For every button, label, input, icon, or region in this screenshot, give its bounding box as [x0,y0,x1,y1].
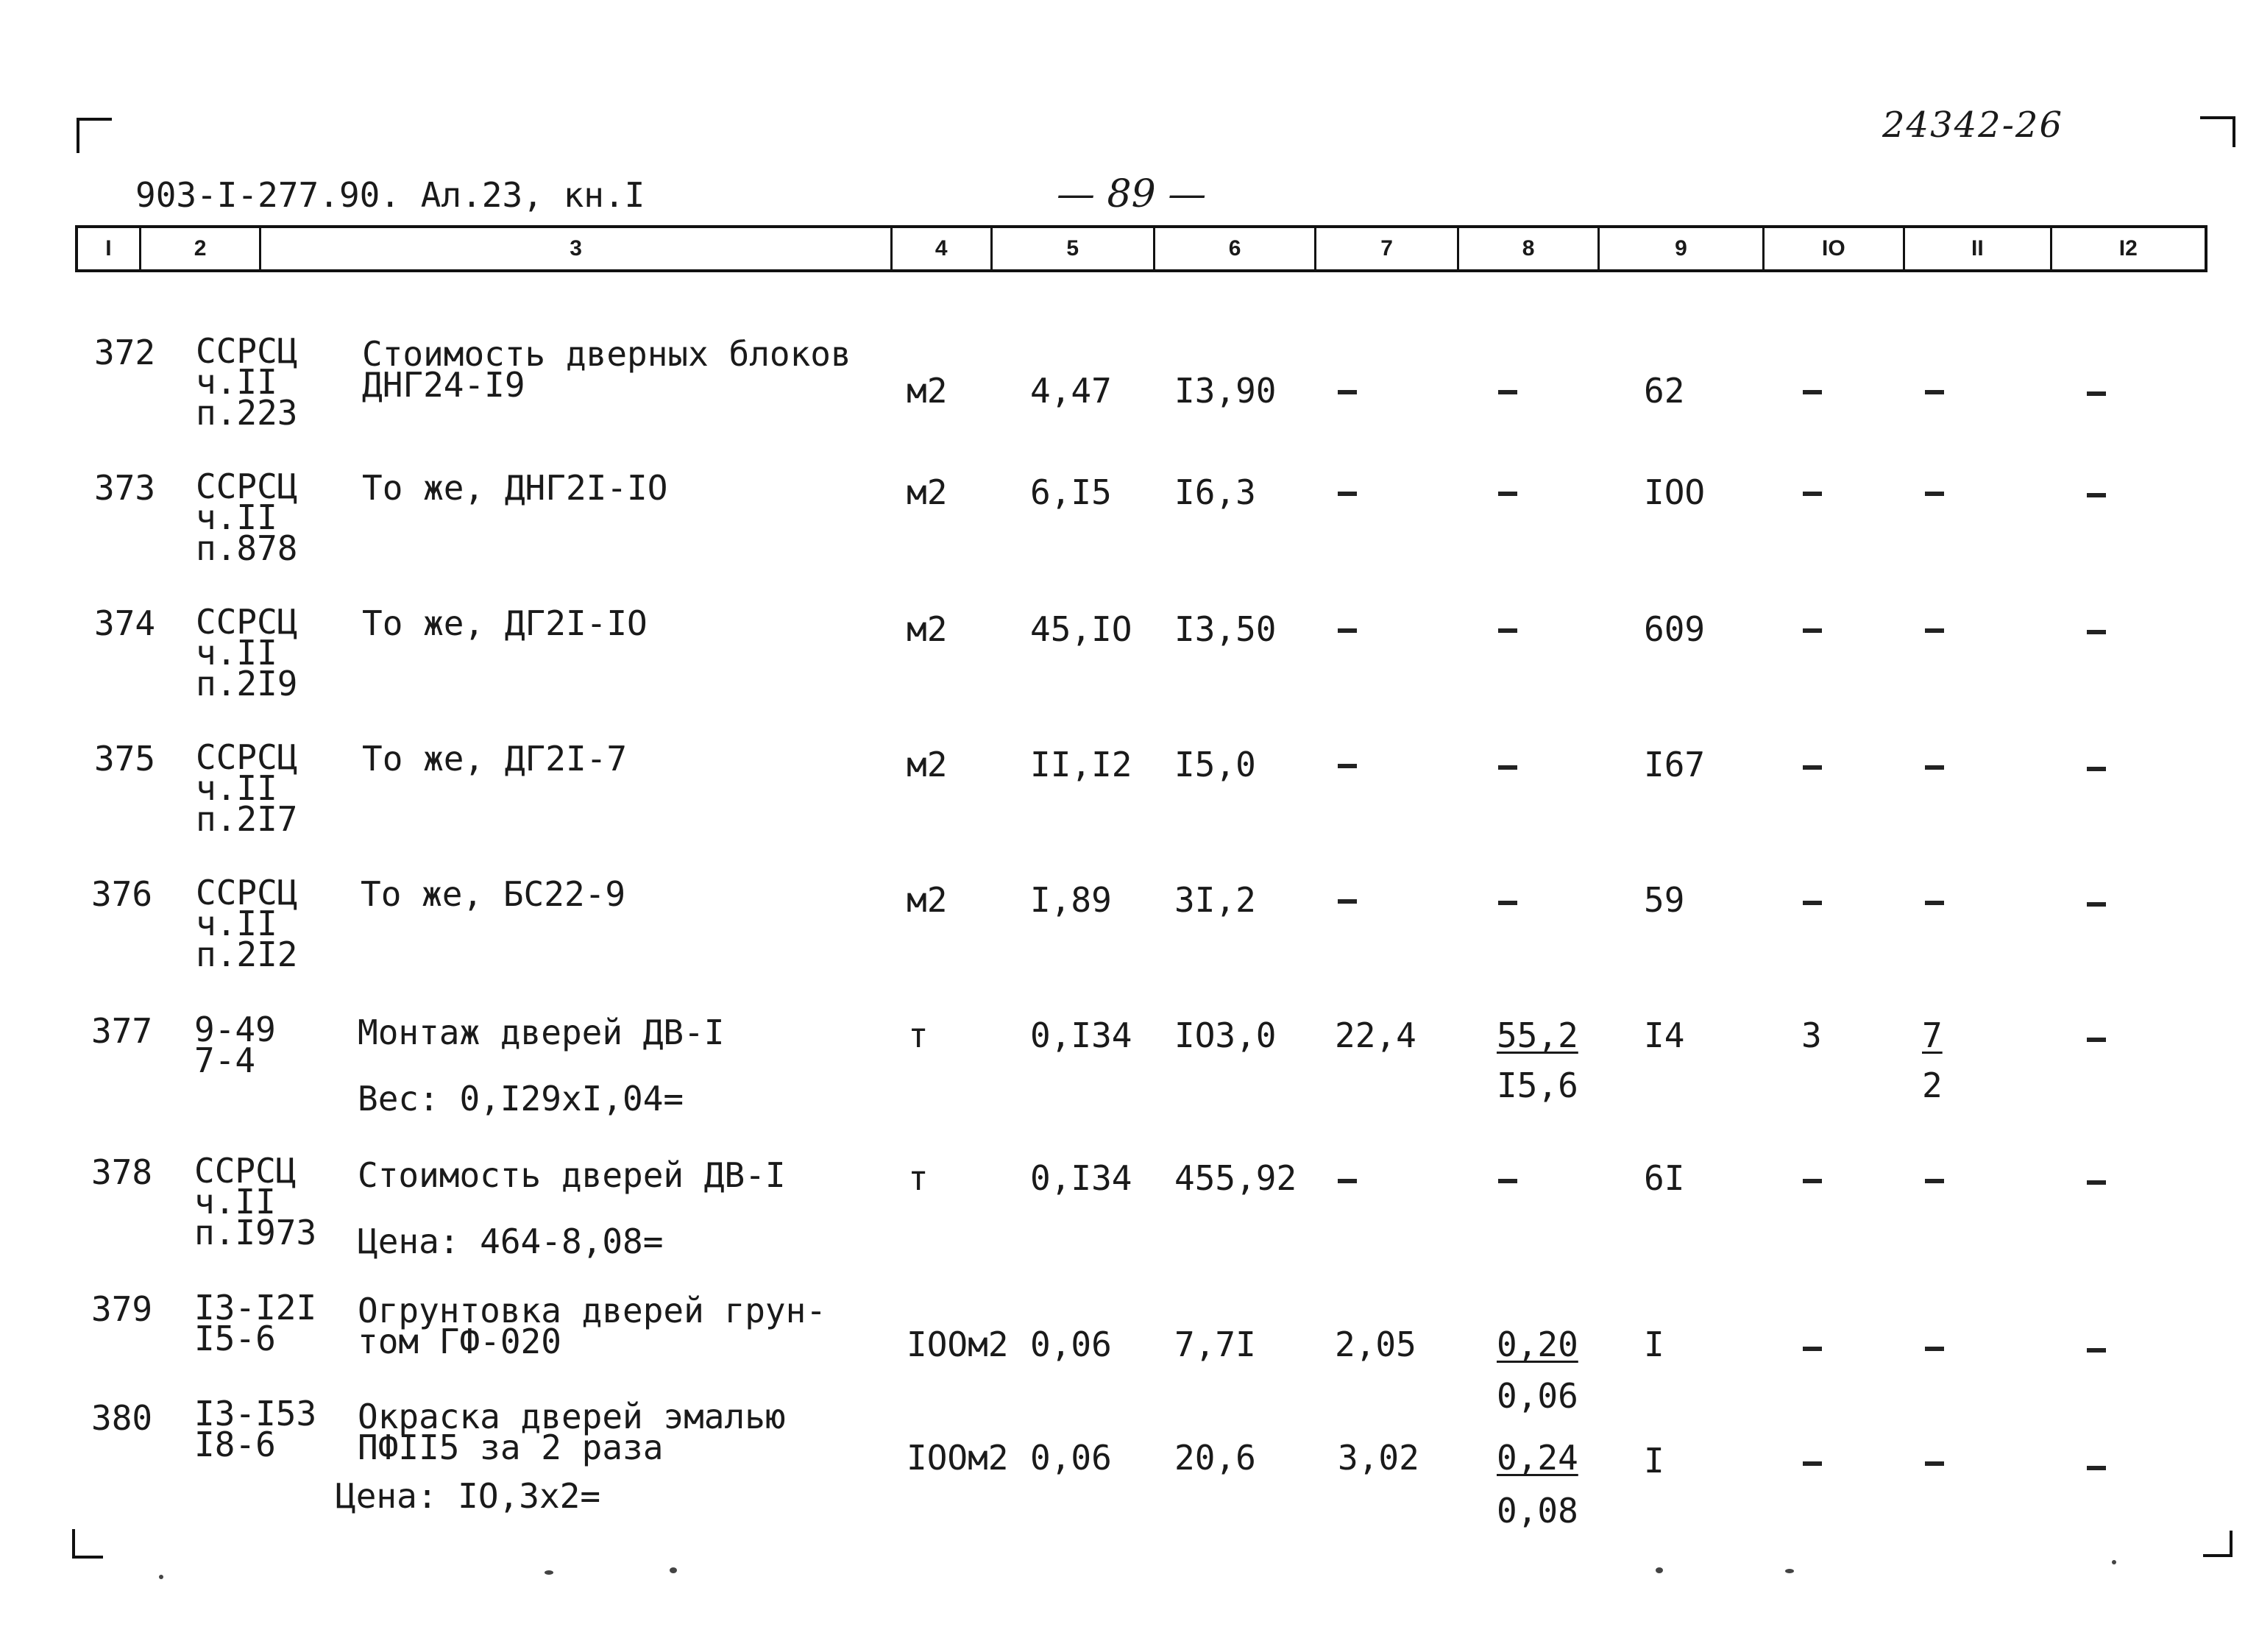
row-number: 378 [91,1152,153,1192]
empty-dash [1925,901,1944,905]
machine-wage: 0,06 [1497,1376,1578,1416]
total-cost: 59 [1644,880,1685,920]
row-number: 380 [91,1398,153,1438]
price-code: ССРСЦ ч.II п.2I7 [196,737,298,839]
empty-dash [1338,1179,1357,1183]
row-number: 373 [94,468,156,508]
quantity: 0,06 [1030,1438,1112,1478]
column-header-2: 2 [141,228,262,269]
empty-dash [1498,765,1517,770]
empty-dash [1338,492,1357,496]
empty-dash [1803,901,1822,905]
column-header-9: 9 [1600,228,1764,269]
empty-dash [1498,492,1517,496]
empty-dash [1338,764,1357,768]
total-machine: 7 [1922,1015,1943,1055]
corner-mark-bottom-left [72,1529,103,1559]
empty-dash [2087,630,2106,634]
document-number: 24342-26 [1882,104,2063,146]
work-description: Стоимость дверных блоков ДНГ24-I9 [362,334,851,405]
empty-dash [2087,767,2106,771]
column-header-4: 4 [893,228,993,269]
work-description: То же, БС22-9 [361,874,626,914]
total-cost: 6I [1644,1158,1685,1198]
empty-dash [1925,1461,1944,1466]
empty-dash [1803,1347,1822,1351]
scan-speck [1785,1569,1794,1573]
empty-dash [1925,1347,1944,1351]
machine-wage: 0,08 [1497,1491,1578,1531]
unit: м2 [907,371,948,411]
total-machine-wage: 2 [1922,1066,1943,1105]
unit: м2 [907,609,948,649]
machine-cost: 0,24 [1497,1438,1578,1478]
labor-cost: 3,02 [1338,1438,1419,1478]
unit-cost: 20,6 [1174,1438,1256,1478]
empty-dash [1498,390,1517,394]
row-number: 374 [94,603,156,643]
empty-dash [1803,492,1822,496]
corner-mark-top-right [2200,116,2235,147]
column-header-5: 5 [993,228,1155,269]
quantity: I,89 [1030,880,1112,920]
empty-dash [1498,628,1517,633]
price-code: I3-I53 I8-6 [194,1394,317,1464]
machine-cost: 55,2 [1497,1015,1578,1055]
calculation-note: Вес: 0,I29хI,04= [358,1079,684,1119]
column-header-10: IO [1765,228,1905,269]
unit-cost: IO3,0 [1174,1015,1277,1055]
empty-dash [1803,1461,1822,1466]
empty-dash [1338,899,1357,904]
quantity: 0,I34 [1030,1015,1132,1055]
quantity: II,I2 [1030,745,1132,784]
unit-cost: 7,7I [1174,1325,1256,1364]
empty-dash [2087,1180,2106,1185]
row-number: 379 [91,1289,153,1329]
total-cost: I [1644,1325,1664,1364]
empty-dash [2087,493,2106,497]
unit-cost: I6,3 [1174,472,1256,512]
column-header-8: 8 [1459,228,1600,269]
column-header-6: 6 [1155,228,1316,269]
calculation-note: Цена: 464-8,08= [358,1222,664,1261]
column-header-row [75,225,2207,272]
labor-cost: 22,4 [1335,1015,1416,1055]
total-labor: 3 [1801,1015,1822,1055]
unit: м2 [907,880,948,920]
unit-cost: 455,92 [1174,1158,1297,1198]
corner-mark-bottom-right [2203,1531,2233,1557]
column-header-1: I [78,228,141,269]
price-code: ССРСЦ ч.II п.I973 [194,1151,317,1252]
scan-speck [159,1575,163,1579]
quantity: 4,47 [1030,371,1112,411]
empty-dash [1803,765,1822,770]
labor-cost: 2,05 [1335,1325,1416,1364]
work-description: То же, ДГ2I-7 [362,739,628,779]
row-number: 377 [91,1011,153,1051]
empty-dash [1803,628,1822,633]
total-cost: I [1644,1441,1664,1481]
unit: IOOм2 [907,1325,1009,1364]
column-header-11: II [1905,228,2051,269]
empty-dash [1925,765,1944,770]
column-header-7: 7 [1316,228,1458,269]
quantity: 6,I5 [1030,472,1112,512]
unit: м2 [907,745,948,784]
document-reference: 903-I-277.90. Ал.23, кн.I [135,175,645,215]
unit: т [908,1158,929,1198]
total-cost: I67 [1644,745,1706,784]
total-cost: 609 [1644,609,1706,649]
work-description: То же, ДГ2I-IO [362,603,648,643]
scan-speck [2112,1560,2116,1564]
empty-dash [1803,390,1822,394]
total-cost: IOO [1644,472,1706,512]
empty-dash [2087,391,2106,396]
unit: м2 [907,472,948,512]
empty-dash [1925,1179,1944,1183]
empty-dash [1338,628,1357,633]
machine-cost: 0,20 [1497,1325,1578,1364]
empty-dash [1925,492,1944,496]
page-number: — 89 — [1057,172,1207,216]
quantity: 0,06 [1030,1325,1112,1364]
work-description: Огрунтовка дверей грун- том ГФ-020 [358,1291,826,1361]
scan-speck [545,1570,553,1575]
quantity: 45,IO [1030,609,1132,649]
empty-dash [1338,390,1357,394]
price-code: ССРСЦ ч.II п.223 [196,331,298,433]
empty-dash [1803,1179,1822,1183]
total-cost: I4 [1644,1015,1685,1055]
work-description: Стоимость дверей ДВ-I [358,1155,786,1195]
work-description: Монтаж дверей ДВ-I [358,1013,725,1052]
unit-cost: 3I,2 [1174,880,1256,920]
work-description: То же, ДНГ2I-IO [362,468,668,508]
corner-mark-top-left [77,118,112,153]
unit: т [908,1015,929,1055]
unit-cost: I3,50 [1174,609,1277,649]
empty-dash [1498,1179,1517,1183]
empty-dash [2087,1348,2106,1353]
calculation-note: Цена: IO,3х2= [336,1476,601,1516]
empty-dash [2087,1466,2106,1470]
total-cost: 62 [1644,371,1685,411]
price-code: I3-I2I I5-6 [194,1288,317,1358]
scan-speck [670,1567,677,1573]
column-header-3: 3 [261,228,893,269]
column-header-12: I2 [2118,236,2138,260]
machine-wage: I5,6 [1497,1066,1578,1105]
empty-dash [1925,628,1944,633]
quantity: 0,I34 [1030,1158,1132,1198]
empty-dash [2087,902,2106,907]
row-number: 376 [91,874,153,914]
empty-dash [2087,1038,2106,1042]
row-number: 372 [94,333,156,372]
scan-speck [1656,1567,1663,1573]
row-number: 375 [94,739,156,779]
unit-cost: I3,90 [1174,371,1277,411]
price-code: ССРСЦ ч.II п.2I2 [196,873,298,974]
empty-dash [1498,901,1517,905]
unit-cost: I5,0 [1174,745,1256,784]
price-code: 9-49 7-4 [194,1010,276,1080]
price-code: ССРСЦ ч.II п.878 [196,467,298,568]
empty-dash [1925,390,1944,394]
unit: IOOм2 [907,1438,1009,1478]
price-code: ССРСЦ ч.II п.2I9 [196,602,298,703]
work-description: Окраска дверей эмалью ПФII5 за 2 раза [358,1397,786,1467]
